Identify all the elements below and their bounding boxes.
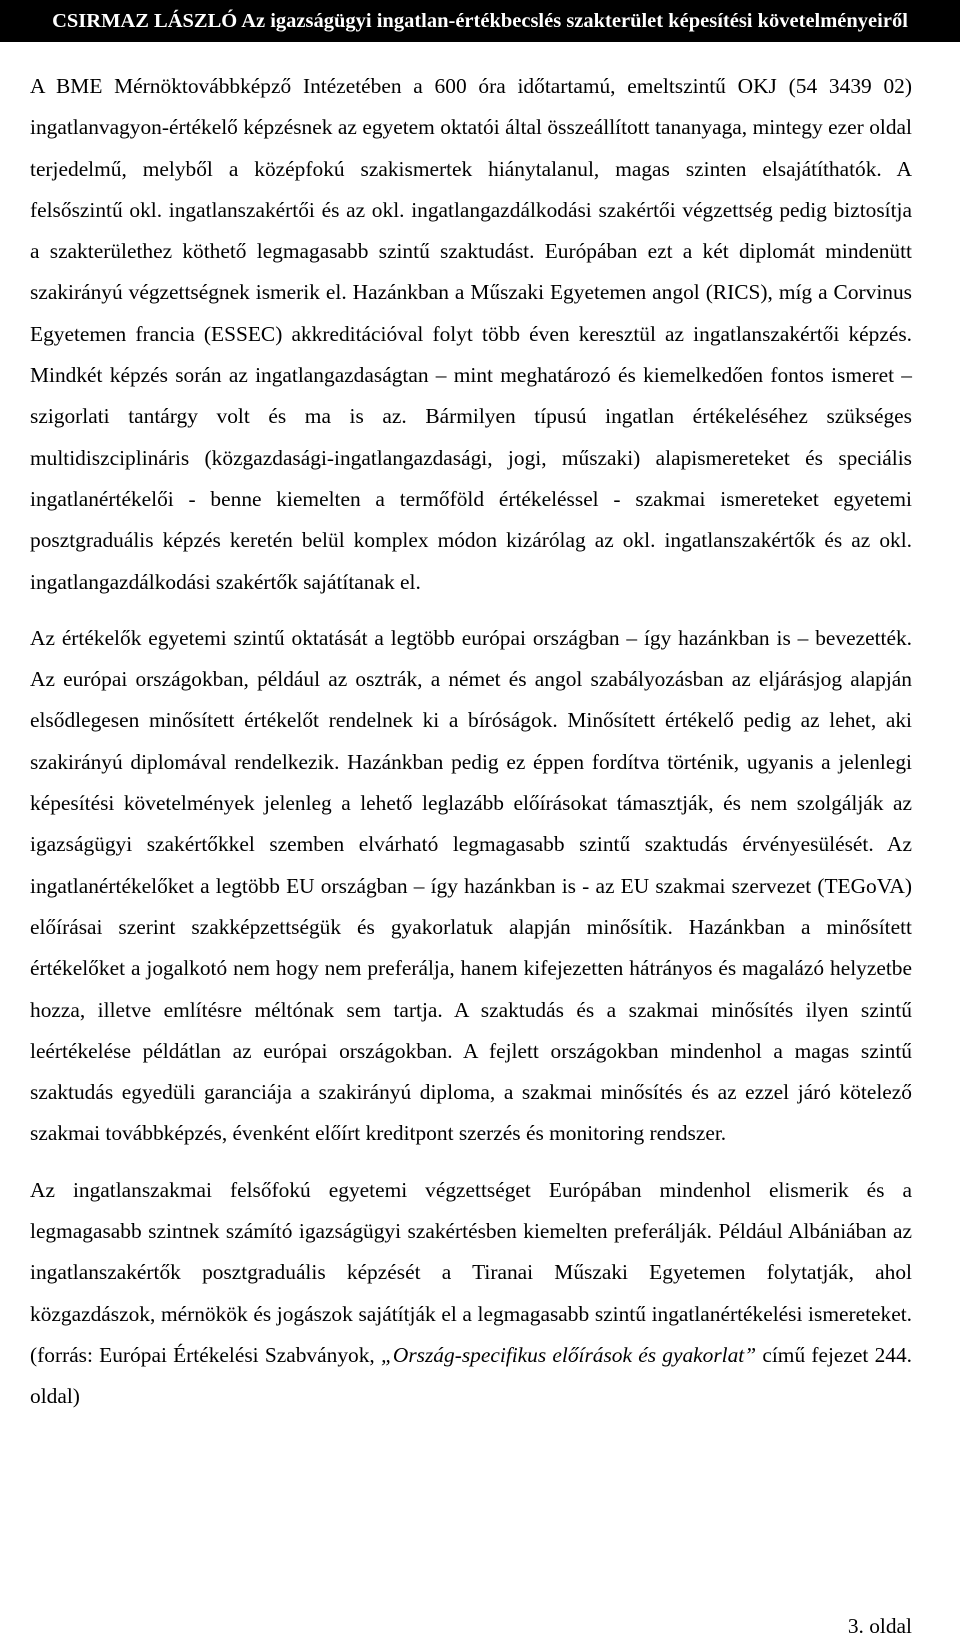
paragraph-1: A BME Mérnöktovábbképző Intézetében a 600 óra időtartamú, emeltszintű OKJ (54 3439 02) ingatlanvagyon-értékelő képzésnek az egyetem oktatói által összeállított tananyaga, mintegy ezer oldal terjedelmű, melyből a középfokú szakismertek hiánytalanul, magas szinten elsajátíthatók. A felsőszintű okl. ingatlanszakértői és az okl. ingatlangazdálkodási szakértői végzettség pedig biztosítja a szakterülethez köthető legmagasabb szintű szaktudást. Európában ezt a két diplomát mindenütt szakirányú végzettségnek ismerik el. Hazánkban a Műszaki Egyetemen angol (RICS), míg a Corvinus Egyetemen francia (ESSEC) akkreditációval folyt több éven keresztül az ingatlanszakértői képzés. Mindkét képzés során az ingatlangazdaságtan – mint meghatározó és kiemelkedően fontos ismeret – szigorlati tantárgy volt és ma is az. Bármilyen típusú ingatlan értékeléséhez szükséges multidiszciplináris (közgazdasági-ingatlangazdasági, jogi, műszaki) alapismereteket és speciális ingatlanértékelői - benne kiemelten a termőföld értékeléssel - szakmai ismereteket egyetemi posztgraduális képzés keretén belül komplex módon kizárólag az okl. ingatlanszakértők és az okl. ingatlangazdálkodási szakértők sajátítanak el. [30, 74, 912, 594]
header-title: CSIRMAZ LÁSZLÓ Az igazságügyi ingatlan-értékbecslés szakterület képesítési követelményeiről [52, 9, 908, 32]
document-header [0, 0, 960, 42]
paragraph-3-tail: című fejezet 244. oldal) [30, 1342, 912, 1409]
paragraph-2: Az értékelők egyetemi szintű oktatását a legtöbb európai országban – így hazánkban is – bevezették. Az európai országokban, például az osztrák, a német és angol szabályozásban az eljárásjog alapján elsődlegesen minősített értékelőt rendelnek ki a bíróságok. Minősített értékelő pedig az lehet, aki szakirányú diplomával rendelkezik. Hazánkban pedig ez éppen fordítva történik, ugyanis a jelenlegi képesítési követelmények jelenleg a lehető leglazább előírásokat támasztják, és nem szolgálják az igazságügyi szakértőkkel szemben elvárható legmagasabb szintű szaktudás érvényesülését. Az ingatlanértékelőket a legtöbb EU országban – így hazánkban is - az EU szakmai szervezet (TEGoVA) előírásai szerint szakképzettségük és gyakorlatuk alapján minősítik. Hazánkban a minősített értékelőket a jogalkotó nem hogy nem preferálja, hanem kifejezetten hátrányos és magalázó helyzetbe hozza, illetve említésre méltónak sem tartja. A szaktudás és a szakmai minősítés ilyen szintű leértékelése példátlan az európai országokban. A fejlett országokban mindenhol a magas szintű szaktudás egyedüli garanciája a szakirányú diploma, a szakmai minősítés és az ezzel járó kötelező szakmai továbbképzés, évenként előírt kreditpont szerzés és monitoring rendszer. [30, 625, 912, 1146]
paragraph-3-text: Az ingatlanszakmai felsőfokú egyetemi végzettséget Európában mindenhol elismerik és a legmagasabb szintnek számító igazságügyi szakértésben kiemelten preferálják. Például Albániában az ingatlanszakértők posztgraduális képzését a Tiranai Műszaki Egyetemen folytatják, ahol közgazdászok, mérnökök és jogászok sajátítják el a legmagasabb szintű ingatlanértékelési ismereteket. (forrás: Európai Értékelési Szabványok, [30, 1177, 912, 1367]
page-number: 3. oldal [847, 1614, 912, 1638]
paragraph-3 [30, 1170, 912, 1418]
paragraph-3-italic-title: „Ország-specifikus előírások és gyakorlat” [380, 1342, 757, 1367]
document-body [30, 66, 912, 1433]
